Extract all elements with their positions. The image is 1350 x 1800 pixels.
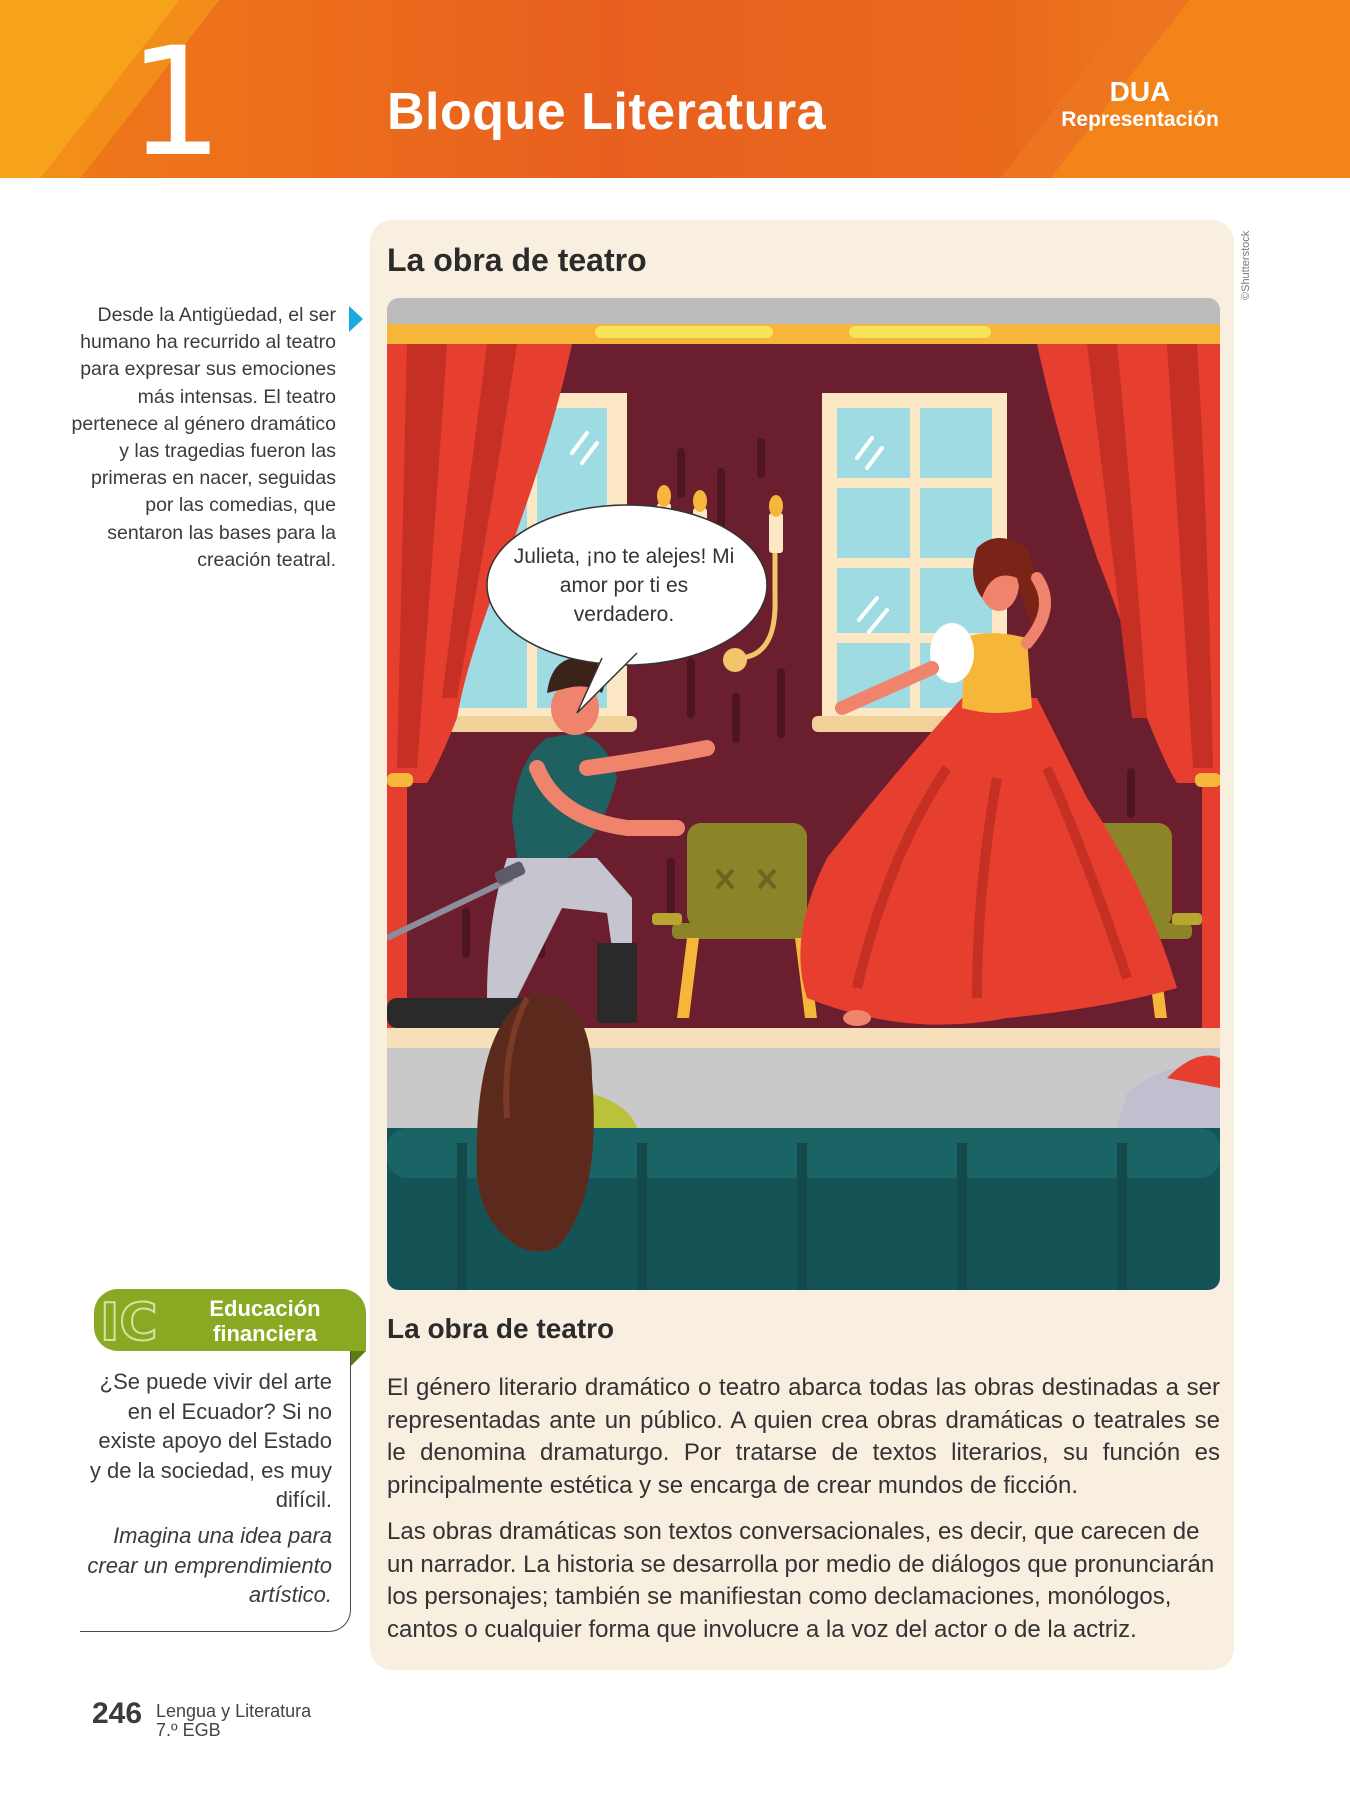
financial-education-title: Educación financiera [209, 1296, 321, 1346]
financial-question: ¿Se puede vivir del arte en el Ecuador? Si no existe apoyo del Estado y de la sociedad, es muy difícil. [89, 1369, 332, 1513]
paragraph-1: El género literario dramático o teatro abarca todas las obras destinadas a ser representadas ante un público. A quien crea obras dramáticas o teatrales se le denomina dramaturgo. Por tratarse de textos literarios, su función es principalmente estética y se encarga de crear mundos de ficción. [387, 1374, 1220, 1499]
speech-bubble-text: Julieta, ¡no te alejes! Mi amor por ti es verdadero. [513, 545, 735, 626]
theater-illustration [387, 298, 1220, 1290]
tab-fold [350, 1351, 366, 1367]
dua-label: DUA [1109, 76, 1171, 107]
dua-subtitle: Representación [1061, 108, 1219, 131]
ic-logo-icon [98, 1294, 158, 1348]
svg-text:IC: IC [100, 1294, 158, 1348]
block-number: 1 [128, 16, 224, 190]
arrow-right-icon [349, 306, 363, 332]
section-title: La obra de teatro [387, 1313, 615, 1344]
block-title: Bloque Literatura [387, 83, 826, 141]
financial-task: Imagina una idea para crear un emprendimiento artístico. [87, 1523, 332, 1608]
page-number: 246 [92, 1697, 143, 1730]
footer-grade: 7.º EGB [156, 1720, 221, 1740]
image-credit: ©Shutterstock [1240, 230, 1252, 300]
intro-text: Desde la Antigüedad, el ser humano ha recurrido al teatro para expresar sus emociones más intensas. El teatro pertenece al género dramático y las tragedias fueron las primeras en nacer, seguidas por las comedias, que sentaron las bases para la creación teatral. [71, 304, 336, 571]
card-title: La obra de teatro [387, 242, 647, 278]
paragraph-2: Las obras dramáticas son textos conversacionales, es decir, que carecen de un narrador. La historia se desarrolla por medio de diálogos que pronunciarán los personajes; también se manifiestan como declamaciones, monólogos, cantos o cualquier forma que involucre a la voz del actor o de la actriz. [387, 1518, 1215, 1643]
footer-subject: Lengua y Literatura [156, 1701, 312, 1721]
